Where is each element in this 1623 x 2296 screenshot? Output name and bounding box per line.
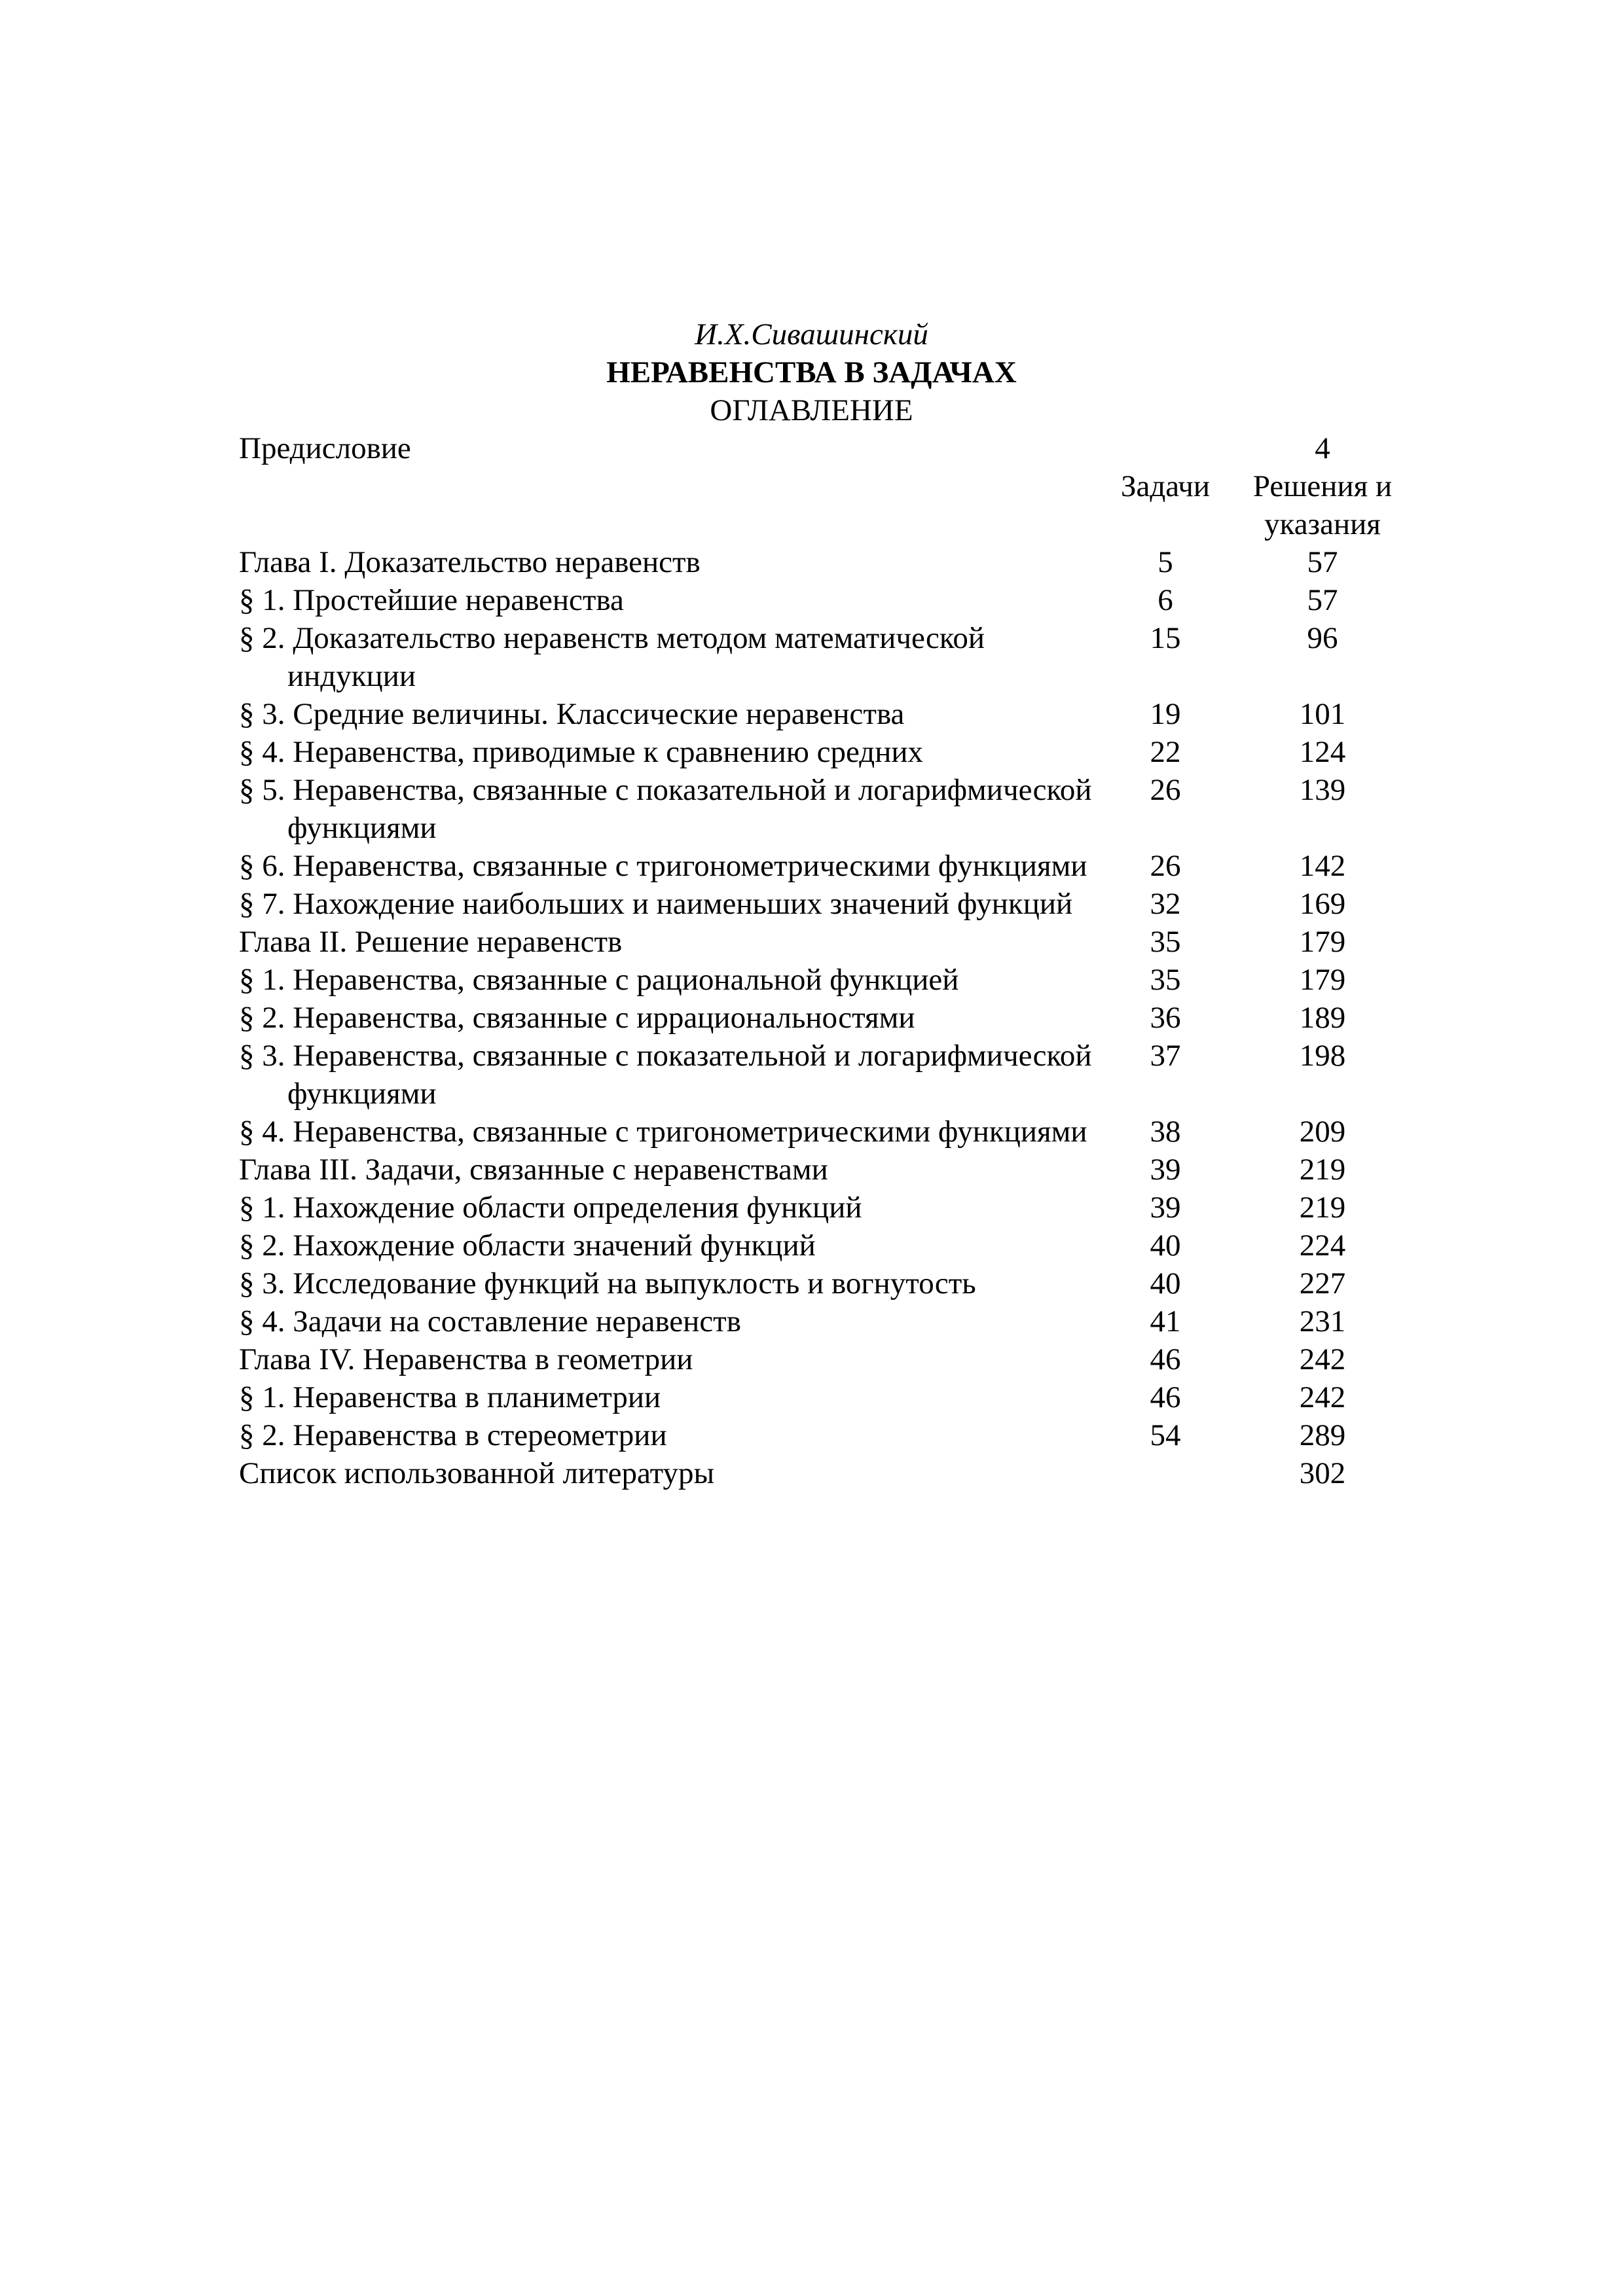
toc-entry-title: § 1. Неравенства в планиметрии (239, 1380, 661, 1414)
header-blank-cell (239, 467, 1097, 543)
toc-row (239, 1340, 1411, 1378)
toc-entry-tasks-page: 6 (1158, 583, 1173, 617)
toc-entry-title: § 2. Неравенства в стереометрии (239, 1418, 667, 1452)
toc-entry-tasks-page: 37 (1150, 1039, 1181, 1073)
toc-entry-title: § 2. Неравенства, связанные с иррациональностями (239, 1001, 915, 1035)
toc-row (239, 1113, 1411, 1151)
toc-entry-title: Глава IV. Неравенства в геометрии (239, 1342, 693, 1376)
toc-entry-solutions-page: 179 (1299, 963, 1346, 997)
toc-entry-solutions-page: 169 (1299, 887, 1346, 921)
toc-row (239, 1227, 1411, 1265)
preface-page: 4 (1315, 431, 1330, 465)
toc-row (239, 771, 1411, 847)
toc-entry-tasks-page: 54 (1150, 1418, 1181, 1452)
toc-row (239, 543, 1411, 581)
column-header-row (239, 467, 1411, 543)
toc-entry-solutions-page: 189 (1299, 1001, 1346, 1035)
toc-row (239, 619, 1411, 695)
toc-entry-solutions-page: 224 (1299, 1229, 1346, 1263)
preface-tasks-cell (1097, 429, 1234, 467)
solutions-column-header: Решения и указания (1252, 469, 1393, 541)
toc-entry-tasks-page: 36 (1150, 1001, 1181, 1035)
toc-row (239, 961, 1411, 999)
toc-entry-title: § 3. Неравенства, связанные с показательной и логарифмической функциями (239, 1039, 1092, 1111)
toc-entry-tasks-page: 22 (1150, 735, 1181, 769)
toc-entry-solutions-page: 57 (1307, 545, 1338, 579)
author-name: И.Х.Сивашинский (695, 317, 928, 351)
toc-entry-solutions-page: 124 (1299, 735, 1346, 769)
toc-entry-tasks-page (1097, 1454, 1234, 1492)
toc-row (239, 733, 1411, 771)
toc-entry-solutions-page: 242 (1299, 1342, 1346, 1376)
toc-entry-solutions-page: 179 (1299, 925, 1346, 959)
toc-entry-title: § 1. Неравенства, связанные с рациональной функцией (239, 963, 959, 997)
toc-entry-tasks-page: 26 (1150, 773, 1181, 807)
toc-entry-title: § 2. Нахождение области значений функций (239, 1229, 816, 1263)
toc-entry-solutions-page: 231 (1299, 1304, 1346, 1338)
contents-heading: ОГЛАВЛЕНИЕ (710, 393, 913, 427)
toc-entry-solutions-page: 219 (1299, 1153, 1346, 1187)
table-of-contents (239, 429, 1411, 1492)
toc-entry-title: § 1. Нахождение области определения функций (239, 1191, 862, 1225)
toc-entry-title: § 5. Неравенства, связанные с показательной и логарифмической функциями (239, 773, 1092, 845)
toc-entry-solutions-page: 227 (1299, 1266, 1346, 1300)
toc-entry-solutions-page: 101 (1299, 697, 1346, 731)
toc-entries (239, 543, 1411, 1492)
toc-entry-solutions-page: 242 (1299, 1380, 1346, 1414)
toc-entry-tasks-page: 32 (1150, 887, 1181, 921)
toc-row (239, 885, 1411, 923)
toc-row (239, 581, 1411, 619)
toc-row (239, 1151, 1411, 1189)
toc-entry-solutions-page: 289 (1299, 1418, 1346, 1452)
toc-entry-tasks-page: 38 (1150, 1115, 1181, 1149)
toc-entry-tasks-page: 41 (1150, 1304, 1181, 1338)
toc-row (239, 999, 1411, 1037)
toc-row (239, 1302, 1411, 1340)
toc-entry-title: Глава I. Доказательство неравенств (239, 545, 701, 579)
toc-entry-tasks-page: 15 (1150, 621, 1181, 655)
toc-row (239, 1454, 1411, 1492)
toc-entry-title: § 3. Средние величины. Классические неравенства (239, 697, 905, 731)
toc-entry-solutions-page: 96 (1307, 621, 1338, 655)
toc-row (239, 847, 1411, 885)
toc-entry-title: Список использованной литературы (239, 1456, 715, 1490)
toc-entry-title: § 7. Нахождение наибольших и наименьших значений функций (239, 887, 1073, 921)
toc-entry-solutions-page: 219 (1299, 1191, 1346, 1225)
toc-entry-tasks-page: 39 (1150, 1153, 1181, 1187)
preface-label: Предисловие (239, 431, 411, 465)
toc-entry-tasks-page: 19 (1150, 697, 1181, 731)
toc-entry-solutions-page: 139 (1299, 773, 1346, 807)
toc-entry-title: Глава II. Решение неравенств (239, 925, 623, 959)
toc-entry-tasks-page: 26 (1150, 849, 1181, 883)
toc-entry-tasks-page: 46 (1150, 1380, 1181, 1414)
toc-row (239, 1416, 1411, 1454)
toc-entry-tasks-page: 35 (1150, 925, 1181, 959)
toc-row (239, 695, 1411, 733)
toc-row (239, 923, 1411, 961)
toc-entry-tasks-page: 39 (1150, 1191, 1181, 1225)
toc-entry-solutions-page: 302 (1299, 1456, 1346, 1490)
toc-entry-title: § 6. Неравенства, связанные с тригонометрическими функциями (239, 849, 1087, 883)
toc-entry-solutions-page: 209 (1299, 1115, 1346, 1149)
preface-row (239, 429, 1411, 467)
toc-entry-title: § 3. Исследование функций на выпуклость и вогнутость (239, 1266, 976, 1300)
toc-entry-title: § 4. Неравенства, приводимые к сравнению средних (239, 735, 923, 769)
toc-entry-tasks-page: 35 (1150, 963, 1181, 997)
book-title: НЕРАВЕНСТВА В ЗАДАЧАХ (606, 355, 1017, 389)
toc-entry-title: Глава III. Задачи, связанные с неравенствами (239, 1153, 828, 1187)
toc-entry-solutions-page: 198 (1299, 1039, 1346, 1073)
toc-entry-tasks-page: 40 (1150, 1266, 1181, 1300)
toc-entry-tasks-page: 46 (1150, 1342, 1181, 1376)
toc-entry-solutions-page: 57 (1307, 583, 1338, 617)
toc-row (239, 1189, 1411, 1227)
tasks-column-header: Задачи (1120, 469, 1211, 503)
toc-entry-title: § 1. Простейшие неравенства (239, 583, 624, 617)
toc-entry-title: § 2. Доказательство неравенств методом математической индукции (239, 621, 985, 693)
toc-row (239, 1037, 1411, 1113)
toc-entry-tasks-page: 40 (1150, 1229, 1181, 1263)
toc-entry-solutions-page: 142 (1299, 849, 1346, 883)
toc-row (239, 1378, 1411, 1416)
toc-entry-tasks-page: 5 (1158, 545, 1173, 579)
toc-row (239, 1265, 1411, 1302)
toc-entry-title: § 4. Задачи на составление неравенств (239, 1304, 741, 1338)
toc-entry-title: § 4. Неравенства, связанные с тригонометрическими функциями (239, 1115, 1087, 1149)
